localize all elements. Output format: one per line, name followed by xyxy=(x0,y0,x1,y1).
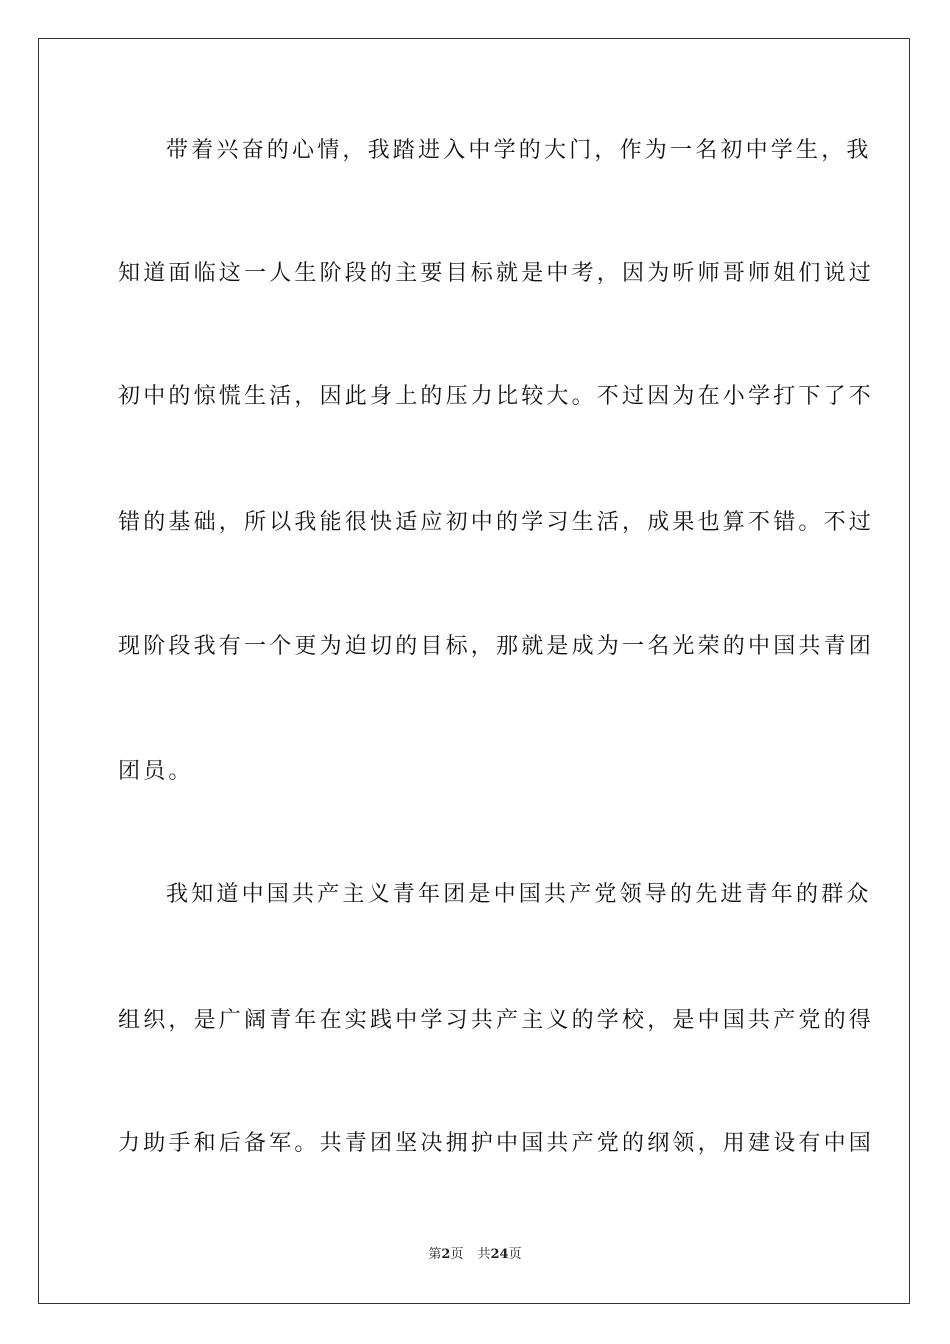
paragraph-1-line-4: 错的基础，所以我能很快适应初中的学习生活，成果也算不错。不过 xyxy=(118,510,875,535)
page-suffix: 页 xyxy=(450,1247,464,1262)
total-suffix: 页 xyxy=(508,1247,522,1262)
total-prefix: 共 xyxy=(477,1247,491,1262)
page-prefix: 第 xyxy=(428,1247,442,1262)
paragraph-2-line-2: 组织，是广阔青年在实践中学习共产主义的学校，是中国共产党的得 xyxy=(118,1008,875,1033)
total-pages: 24 xyxy=(490,1247,509,1262)
paragraph-2-line-3: 力助手和后备军。共青团坚决拥护中国共产党的纲领，用建设有中国 xyxy=(118,1131,875,1156)
page-footer xyxy=(0,1246,950,1264)
paragraph-1-line-1: 带着兴奋的心情，我踏进入中学的大门，作为一名初中学生，我 xyxy=(166,138,872,163)
page-border xyxy=(38,38,910,1304)
paragraph-1-line-6: 团员。 xyxy=(118,759,194,784)
paragraph-1-line-2: 知道面临这一人生阶段的主要目标就是中考，因为听师哥师姐们说过 xyxy=(118,261,875,286)
page-number: 2 xyxy=(441,1247,451,1262)
paragraph-1-line-3: 初中的惊慌生活，因此身上的压力比较大。不过因为在小学打下了不 xyxy=(118,384,875,409)
paragraph-2-line-1: 我知道中国共产主义青年团是中国共产党领导的先进青年的群众 xyxy=(166,882,872,907)
paragraph-1-line-5: 现阶段我有一个更为迫切的目标，那就是成为一名光荣的中国共青团 xyxy=(118,634,875,659)
